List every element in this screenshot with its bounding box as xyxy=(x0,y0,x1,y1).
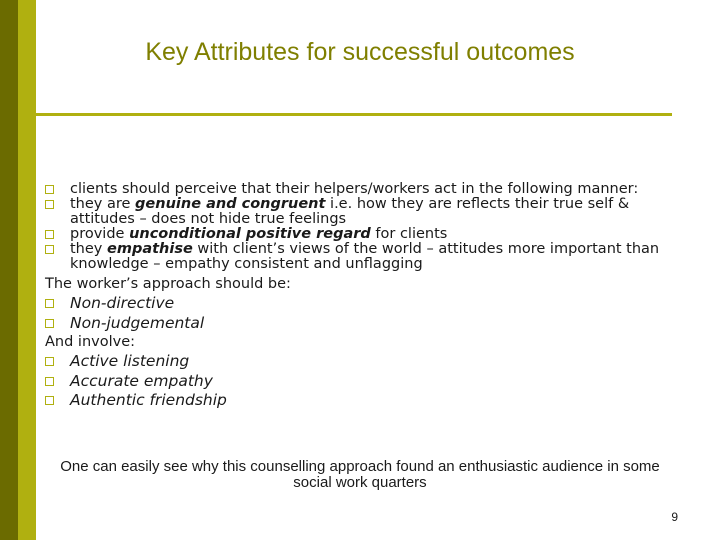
square-bullet-icon xyxy=(45,245,54,254)
attribute-bullet xyxy=(45,197,695,227)
emphasis-bullet xyxy=(45,352,695,372)
decorative-side-bar-dark xyxy=(0,0,18,540)
approach-heading: The worker’s approach should be: xyxy=(45,276,291,292)
emphasis-text: unconditional positive regard xyxy=(129,226,371,242)
emphasis-bullet-label: Non-directive xyxy=(70,294,175,312)
square-bullet-icon xyxy=(45,357,54,366)
title-divider xyxy=(36,113,672,116)
emphasis-bullet-label: Authentic friendship xyxy=(70,391,227,409)
bullet-text: they xyxy=(70,241,107,257)
square-bullet-icon xyxy=(45,200,54,209)
slide-body xyxy=(45,182,695,411)
bullet-text: for clients xyxy=(370,226,448,242)
emphasis-bullet-label: Non-judgemental xyxy=(70,313,205,332)
attribute-bullet xyxy=(45,227,695,242)
footer-note: One can easily see why this counselling approach found an enthusiastic audience in some social work quarters xyxy=(60,458,660,491)
bullet-text: i.e. how they are reflects their true self & attitudes – does not hide true feelings xyxy=(70,196,630,227)
attribute-bullet-list xyxy=(45,182,695,272)
emphasis-bullet-label: Accurate empathy xyxy=(70,371,213,390)
square-bullet-icon xyxy=(45,185,54,194)
square-bullet-icon xyxy=(45,299,54,308)
square-bullet-icon xyxy=(45,319,54,328)
square-bullet-icon xyxy=(45,377,54,386)
slide-title: Key Attributes for successful outcomes xyxy=(145,38,575,66)
involve-heading: And involve: xyxy=(45,334,136,350)
involve-bullet-list xyxy=(45,352,695,411)
emphasis-text: empathise xyxy=(107,241,193,257)
bullet-text: with client’s views of the world – attitudes more important than knowledge – empathy consistent and unflagging xyxy=(70,241,660,272)
emphasis-bullet xyxy=(45,294,695,314)
attribute-bullet xyxy=(45,242,695,272)
page-number: 9 xyxy=(671,510,678,524)
square-bullet-icon xyxy=(45,396,54,405)
emphasis-bullet xyxy=(45,314,695,334)
approach-bullet-list xyxy=(45,294,695,333)
bullet-text: they are xyxy=(70,196,136,212)
attribute-bullet xyxy=(45,182,695,197)
emphasis-bullet-label: Active listening xyxy=(70,352,190,370)
bullet-text: clients should perceive that their helpers/workers act in the following manner: xyxy=(70,181,639,197)
emphasis-bullet xyxy=(45,372,695,392)
bullet-text: provide xyxy=(70,226,130,242)
decorative-side-bar-light xyxy=(18,0,36,540)
emphasis-bullet xyxy=(45,391,695,411)
emphasis-text: genuine and congruent xyxy=(135,196,326,212)
square-bullet-icon xyxy=(45,230,54,239)
